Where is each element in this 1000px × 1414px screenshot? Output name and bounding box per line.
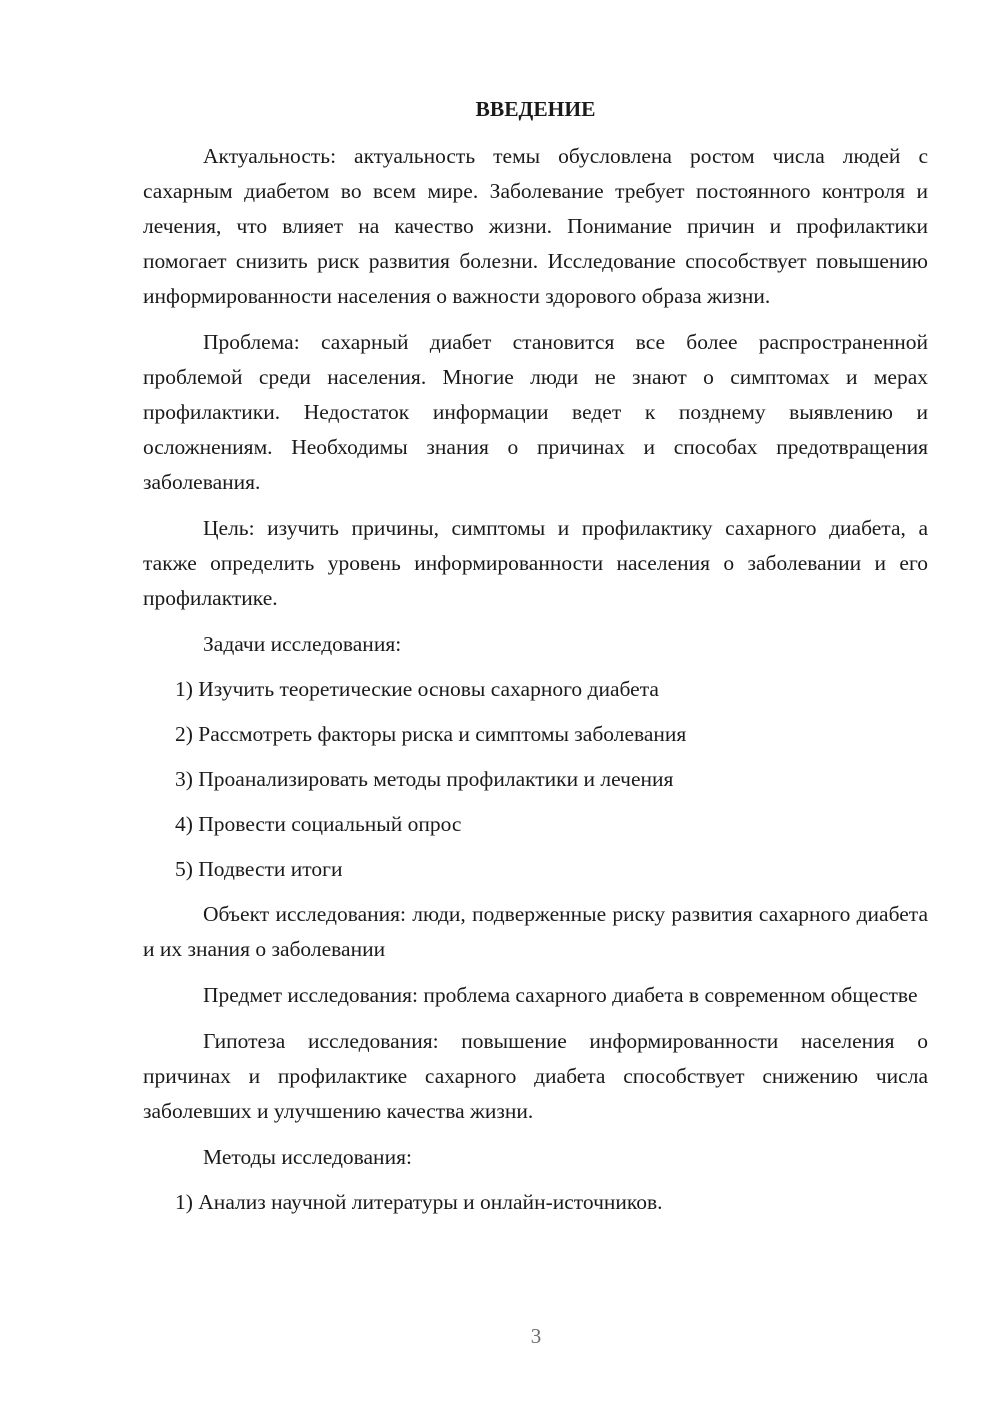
paragraph-relevance: Актуальность: актуальность темы обусловлена ростом числа людей с сахарным диабетом во всем мире. Заболевание требует постоянного контроля и лечения, что влияет на качество жизни. Понимание причин и профилактики помогает снизить риск развития болезни. Исследование способствует повышению информированности населения о важности здорового образа жизни.	[143, 144, 928, 308]
page-title: ВВЕДЕНИЕ	[475, 97, 596, 121]
paragraph-subject: Предмет исследования: проблема сахарного диабета в современном обществе	[203, 983, 918, 1007]
list-item: 5) Подвести итоги	[175, 857, 343, 881]
tasks-heading: Задачи исследования:	[203, 632, 402, 656]
paragraph-object: Объект исследования: люди, подверженные риску развития сахарного диабета и их знания о заболевании	[143, 902, 928, 961]
paragraph-hypothesis: Гипотеза исследования: повышение информированности населения о причинах и профилактике сахарного диабета способствует снижению числа заболевших и улучшению качества жизни.	[143, 1029, 928, 1123]
list-item: 4) Провести социальный опрос	[175, 812, 462, 836]
paragraph-problem: Проблема: сахарный диабет становится все более распространенной проблемой среди населения. Многие люди не знают о симптомах и мерах профилактики. Недостаток информации ведет к позднему выявлению и осложнениям. Необходимы знания о причинах и способах предотвращения заболевания.	[143, 330, 928, 494]
list-item: 3) Проанализировать методы профилактики и лечения	[175, 767, 674, 791]
page-number: 3	[530, 1324, 542, 1348]
list-item: 2) Рассмотреть факторы риска и симптомы заболевания	[175, 722, 687, 746]
list-item: 1) Изучить теоретические основы сахарного диабета	[175, 677, 659, 701]
paragraph-goal: Цель: изучить причины, симптомы и профилактику сахарного диабета, а также определить уровень информированности населения о заболевании и его профилактике.	[143, 516, 928, 610]
document-page	[143, 92, 928, 1230]
methods-heading: Методы исследования:	[203, 1145, 412, 1169]
tasks-list	[143, 672, 928, 887]
list-item: 1) Анализ научной литературы и онлайн-источников.	[175, 1190, 663, 1214]
methods-list	[143, 1185, 928, 1220]
